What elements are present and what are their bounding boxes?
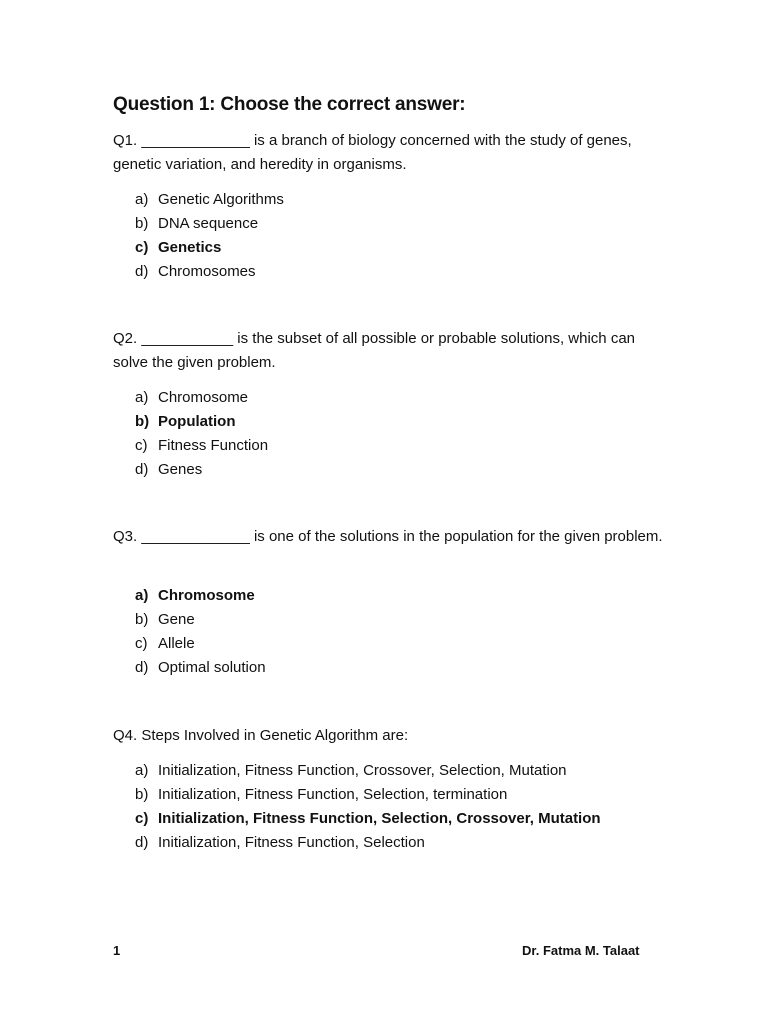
option-q4-d: d) Initialization, Fitness Function, Selection [135, 834, 425, 851]
option-q1-a: a) Genetic Algorithms [135, 191, 284, 208]
options-q4 [135, 759, 601, 855]
option-q2-b: b) Population [135, 413, 236, 430]
question-q2: Q2. ___________ is the subset of all possible or probable solutions, which can solve the given problem. [113, 330, 636, 371]
option-q2-a: a) Chromosome [135, 389, 249, 406]
question-q4: Q4. Steps Involved in Genetic Algorithm are: [113, 727, 409, 744]
option-q3-c: c) Allele [135, 635, 195, 652]
option-q3-b: b) Gene [135, 611, 195, 628]
option-q1-b: b) DNA sequence [135, 215, 259, 232]
question-q3: Q3. _____________ is one of the solutions in the population for the given problem. [113, 528, 663, 545]
question-q1: Q1. _____________ is a branch of biology concerned with the study of genes, genetic variation, and heredity in organisms. [113, 132, 632, 173]
option-q3-a: a) Chromosome [135, 587, 255, 604]
options-q3 [135, 584, 266, 680]
options-q2 [135, 386, 268, 482]
page-number: 1 [113, 943, 121, 958]
option-q2-c: c) Fitness Function [135, 437, 269, 454]
option-q2-d: d) Genes [135, 461, 203, 478]
option-q3-d: d) Optimal solution [135, 659, 266, 676]
author-name: Dr. Fatma M. Talaat [522, 943, 640, 958]
option-q4-c: c) Initialization, Fitness Function, Selection, Crossover, Mutation [135, 810, 601, 827]
option-q1-d: d) Chromosomes [135, 263, 256, 280]
option-q4-a: a) Initialization, Fitness Function, Crossover, Selection, Mutation [135, 762, 567, 779]
option-q1-c: c) Genetics [135, 239, 222, 256]
section-heading: Question 1: Choose the correct answer: [113, 94, 466, 115]
option-q4-b: b) Initialization, Fitness Function, Selection, termination [135, 786, 508, 803]
options-q1 [135, 188, 284, 284]
